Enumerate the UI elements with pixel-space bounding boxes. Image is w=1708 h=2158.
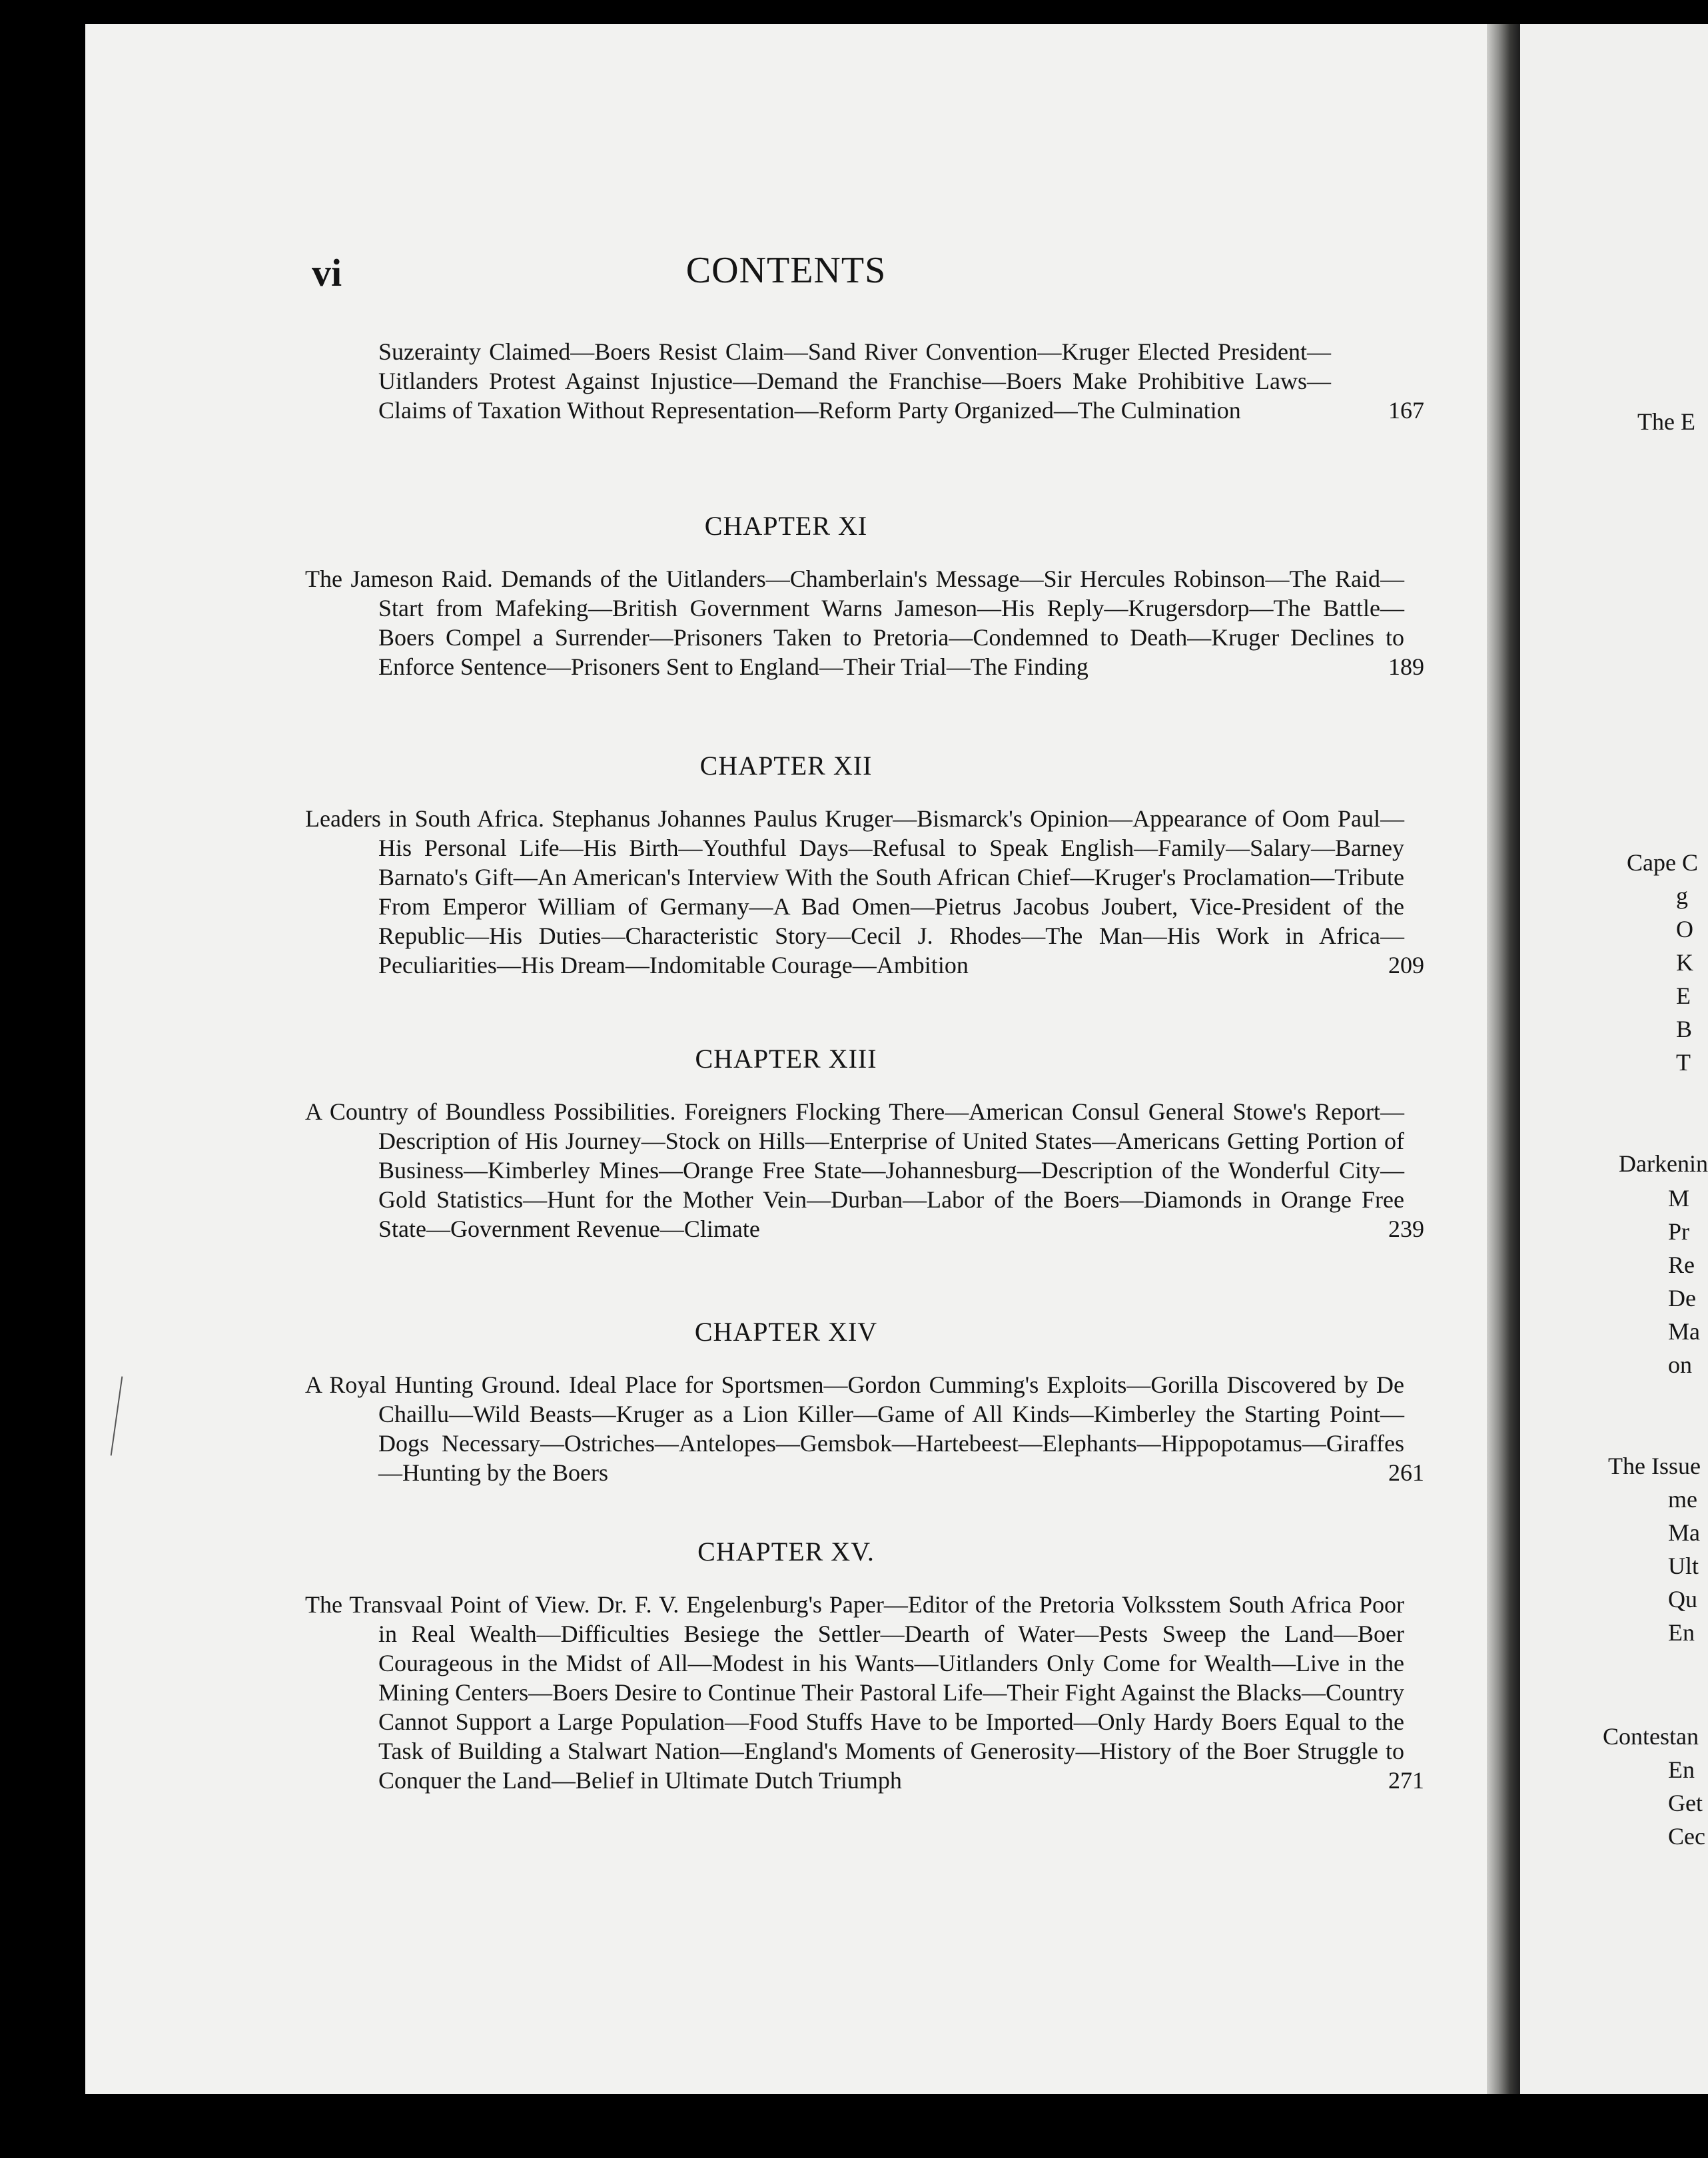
adjacent-fragment: En xyxy=(1668,1619,1695,1646)
chapter-heading: CHAPTER XII xyxy=(699,751,873,781)
chapter-heading: CHAPTER XI xyxy=(704,511,868,541)
adjacent-fragment: on xyxy=(1668,1351,1692,1378)
adjacent-fragment: En xyxy=(1668,1756,1695,1783)
toc-chapter xyxy=(85,1043,1487,1244)
toc-page-number: 261 xyxy=(1388,1459,1424,1486)
adjacent-fragment: me xyxy=(1668,1486,1697,1513)
adjacent-page xyxy=(1520,24,1708,2094)
toc-entry-body xyxy=(305,337,1424,425)
toc-chapter xyxy=(85,1316,1487,1487)
adjacent-fragment: Cec xyxy=(1668,1823,1705,1850)
toc-entry-text: The Jameson Raid. Demands of the Uitlanders—Chamberlain's Message—Sir Hercules Robinson—The Raid—Start from Mafeking—British Government Warns Jameson—His Reply—Krugersdorp—The Battle—Boers Compel a Surrender—Prisoners Taken to Pretoria—Condemned to Death—Kruger Declines to Enforce Sentence—Prisoners Sent to England—Their Trial—The Finding xyxy=(305,565,1404,680)
book-gutter xyxy=(1487,24,1520,2094)
toc-page-number: 209 xyxy=(1388,952,1424,978)
adjacent-fragment: Darkenin xyxy=(1619,1150,1708,1177)
adjacent-fragment: Cape C xyxy=(1627,849,1698,876)
adjacent-fragment: De xyxy=(1668,1285,1696,1311)
adjacent-fragment: T xyxy=(1676,1049,1691,1076)
adjacent-fragment: The Issue xyxy=(1608,1453,1701,1479)
toc-entry-body xyxy=(305,804,1424,980)
adjacent-fragment: Ult xyxy=(1668,1553,1699,1579)
adjacent-fragment: M xyxy=(1668,1185,1690,1212)
toc-page-number: 271 xyxy=(1388,1767,1424,1794)
adjacent-fragment: B xyxy=(1676,1016,1693,1042)
chapter-heading: CHAPTER XIV xyxy=(694,1317,878,1347)
toc-chapter xyxy=(85,510,1487,681)
toc-entry-text: The Transvaal Point of View. Dr. F. V. Engelenburg's Paper—Editor of the Pretoria Volksstem South Africa Poor in Real Wealth—Difficulties Besiege the Settler—Dearth of Water—Pests Sweep the Land—Boer Courageous in the Midst of All—Modest in his Wants—Uitlanders Only Come for Wealth—Live in the Mining Centers—Boers Desire to Continue Their Pastoral Life—Their Fight Against the Blacks—Country Cannot Support a Large Population—Food Stuffs Have to be Imported—Only Hardy Boers Equal to the Task of Building a Stalwart Nation—England's Moments of Generosity—History of the Boer Struggle to Conquer the Land—Belief in Ultimate Dutch Triumph xyxy=(305,1591,1404,1794)
chapter-heading: CHAPTER XIII xyxy=(695,1044,877,1074)
adjacent-fragment: Ma xyxy=(1668,1519,1700,1546)
toc-page-number: 239 xyxy=(1388,1216,1424,1242)
adjacent-fragment: The E xyxy=(1637,408,1695,435)
toc-entry-body xyxy=(305,564,1424,681)
adjacent-fragment: Contestan xyxy=(1603,1723,1699,1750)
toc-entry-body xyxy=(305,1590,1424,1795)
toc-entry xyxy=(85,337,1487,425)
book-page xyxy=(85,24,1487,2094)
adjacent-fragment: Re xyxy=(1668,1252,1695,1278)
toc-chapter xyxy=(85,1536,1487,1795)
adjacent-fragment: Qu xyxy=(1668,1586,1697,1613)
toc-entry-body xyxy=(305,1370,1424,1487)
toc-entry-body xyxy=(305,1097,1424,1244)
chapter-heading: CHAPTER XV. xyxy=(697,1537,875,1567)
toc-entry-text: Suzerainty Claimed—Boers Resist Claim—Sand River Convention—Kruger Elected President—Uitlanders Protest Against Injustice—Demand the Franchise—Boers Make Prohibitive Laws—Claims of Taxation Without Representation—Reform Party Organized—The Culmination xyxy=(378,338,1331,424)
adjacent-fragment: O xyxy=(1676,916,1693,942)
adjacent-fragment: E xyxy=(1676,982,1691,1009)
adjacent-fragment: Ma xyxy=(1668,1318,1700,1345)
adjacent-fragment: Pr xyxy=(1668,1218,1690,1245)
page-folio: vi xyxy=(312,251,342,294)
adjacent-fragment: K xyxy=(1676,949,1693,976)
adjacent-fragment: g xyxy=(1676,883,1688,909)
toc-entry-text: A Royal Hunting Ground. Ideal Place for Sportsmen—Gordon Cumming's Exploits—Gorilla Discovered by De Chaillu—Wild Beasts—Kruger as a Lion Killer—Game of All Kinds—Kimberley the Starting Point—Dogs Necessary—Ostriches—Antelopes—Gemsbok—Hartebeest—Elephants—Hippopotamus—Giraffes—Hunting by the Boers xyxy=(305,1371,1404,1486)
toc-entry-text: Leaders in South Africa. Stephanus Johannes Paulus Kruger—Bismarck's Opinion—Appearance of Oom Paul—His Personal Life—His Birth—Youthful Days—Refusal to Speak English—Family—Salary—Barney Barnato's Gift—An American's Interview With the South African Chief—Kruger's Proclamation—Tribute From Emperor William of Germany—A Bad Omen—Pietrus Jacobus Joubert, Vice-President of the Republic—His Duties—Characteristic Story—Cecil J. Rhodes—The Man—His Work in Africa—Peculiarities—His Dream—Indomitable Courage—Ambition xyxy=(305,805,1404,978)
page-header: CONTENTS xyxy=(685,250,887,291)
toc-page-number: 189 xyxy=(1388,653,1424,680)
adjacent-fragment: Get xyxy=(1668,1790,1703,1816)
toc-page-number: 167 xyxy=(1388,397,1424,424)
toc-entry-text: A Country of Boundless Possibilities. Foreigners Flocking There—American Consul General Stowe's Report—Description of His Journey—Stock on Hills—Enterprise of United States—Americans Getting Portion of Business—Kimberley Mines—Orange Free State—Johannesburg—Description of the Wonderful City—Gold Statistics—Hunt for the Mother Vein—Durban—Labor of the Boers—Diamonds in Orange Free State—Government Revenue—Climate xyxy=(305,1098,1404,1242)
toc-chapter xyxy=(85,750,1487,980)
